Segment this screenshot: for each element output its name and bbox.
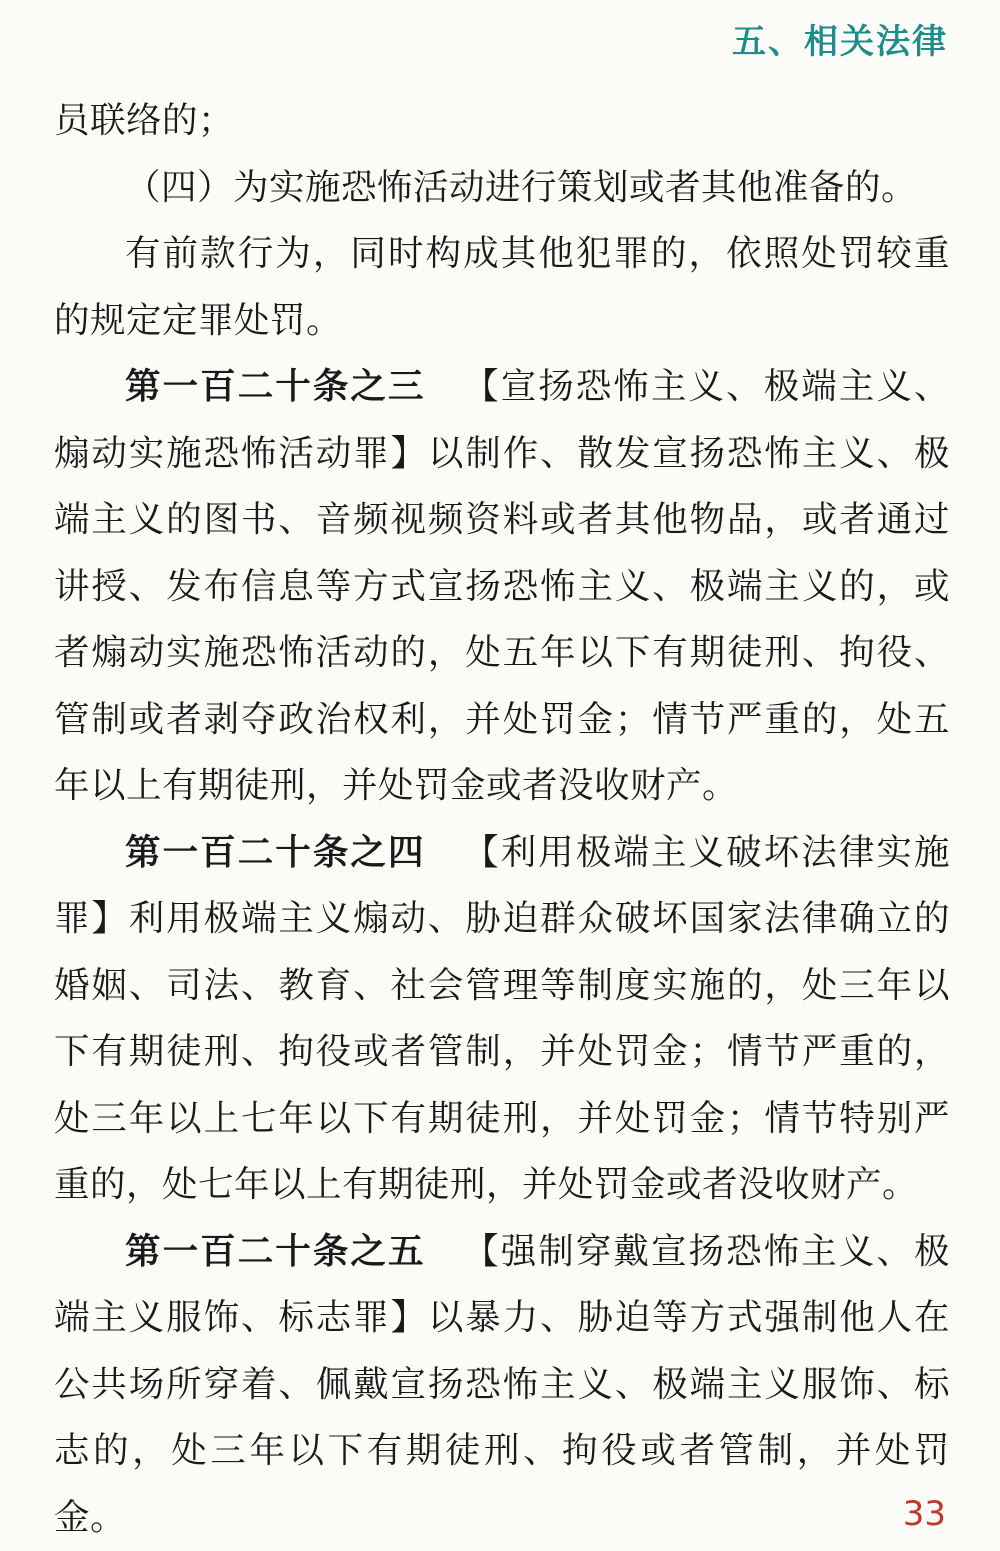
section-title: 五、相关法律 — [732, 14, 948, 63]
paragraph-continuation: 员联络的； — [54, 88, 950, 155]
article-text: 【利用极端主义破坏法律实施罪】利用极端主义煽动、胁迫群众破坏国家法律确立的婚姻、司法、教育、社会管理等制度实施的，处三年以下有期徒刑、拘役或者管制，并处罚金；情节严重的，处三年以上七年以下有期徒刑，并处罚金；情节特别严重的，处七年以上有期徒刑，并处罚金或者没收财产。 — [54, 832, 950, 1206]
article-120-5 — [54, 1219, 950, 1551]
article-text: 【强制穿戴宣扬恐怖主义、极端主义服饰、标志罪】以暴力、胁迫等方式强制他人在公共场所穿着、佩戴宣扬恐怖主义、极端主义服饰、标志的，处三年以下有期徒刑、拘役或者管制，并处罚金。 — [54, 1231, 950, 1538]
page-number: 33 — [903, 1494, 946, 1534]
article-text: 【宣扬恐怖主义、极端主义、煽动实施恐怖活动罪】以制作、散发宣扬恐怖主义、极端主义的图书、音频视频资料或者其他物品，或者通过讲授、发布信息等方式宣扬恐怖主义、极端主义的，或者煽动实施恐怖活动的，处五年以下有期徒刑、拘役、管制或者剥夺政治权利，并处罚金；情节严重的，处五年以上有期徒刑，并处罚金或者没收财产。 — [54, 366, 950, 806]
paragraph-concurrent-crime: 有前款行为，同时构成其他犯罪的，依照处罚较重的规定定罪处罚。 — [54, 221, 950, 354]
paragraph-item-four: （四）为实施恐怖活动进行策划或者其他准备的。 — [54, 155, 950, 222]
article-120-4 — [54, 820, 950, 1219]
article-number: 第一百二十条之三 — [125, 366, 426, 407]
document-body — [54, 88, 950, 1551]
article-number: 第一百二十条之五 — [125, 1231, 426, 1272]
article-120-3 — [54, 354, 950, 820]
article-number: 第一百二十条之四 — [125, 832, 426, 873]
